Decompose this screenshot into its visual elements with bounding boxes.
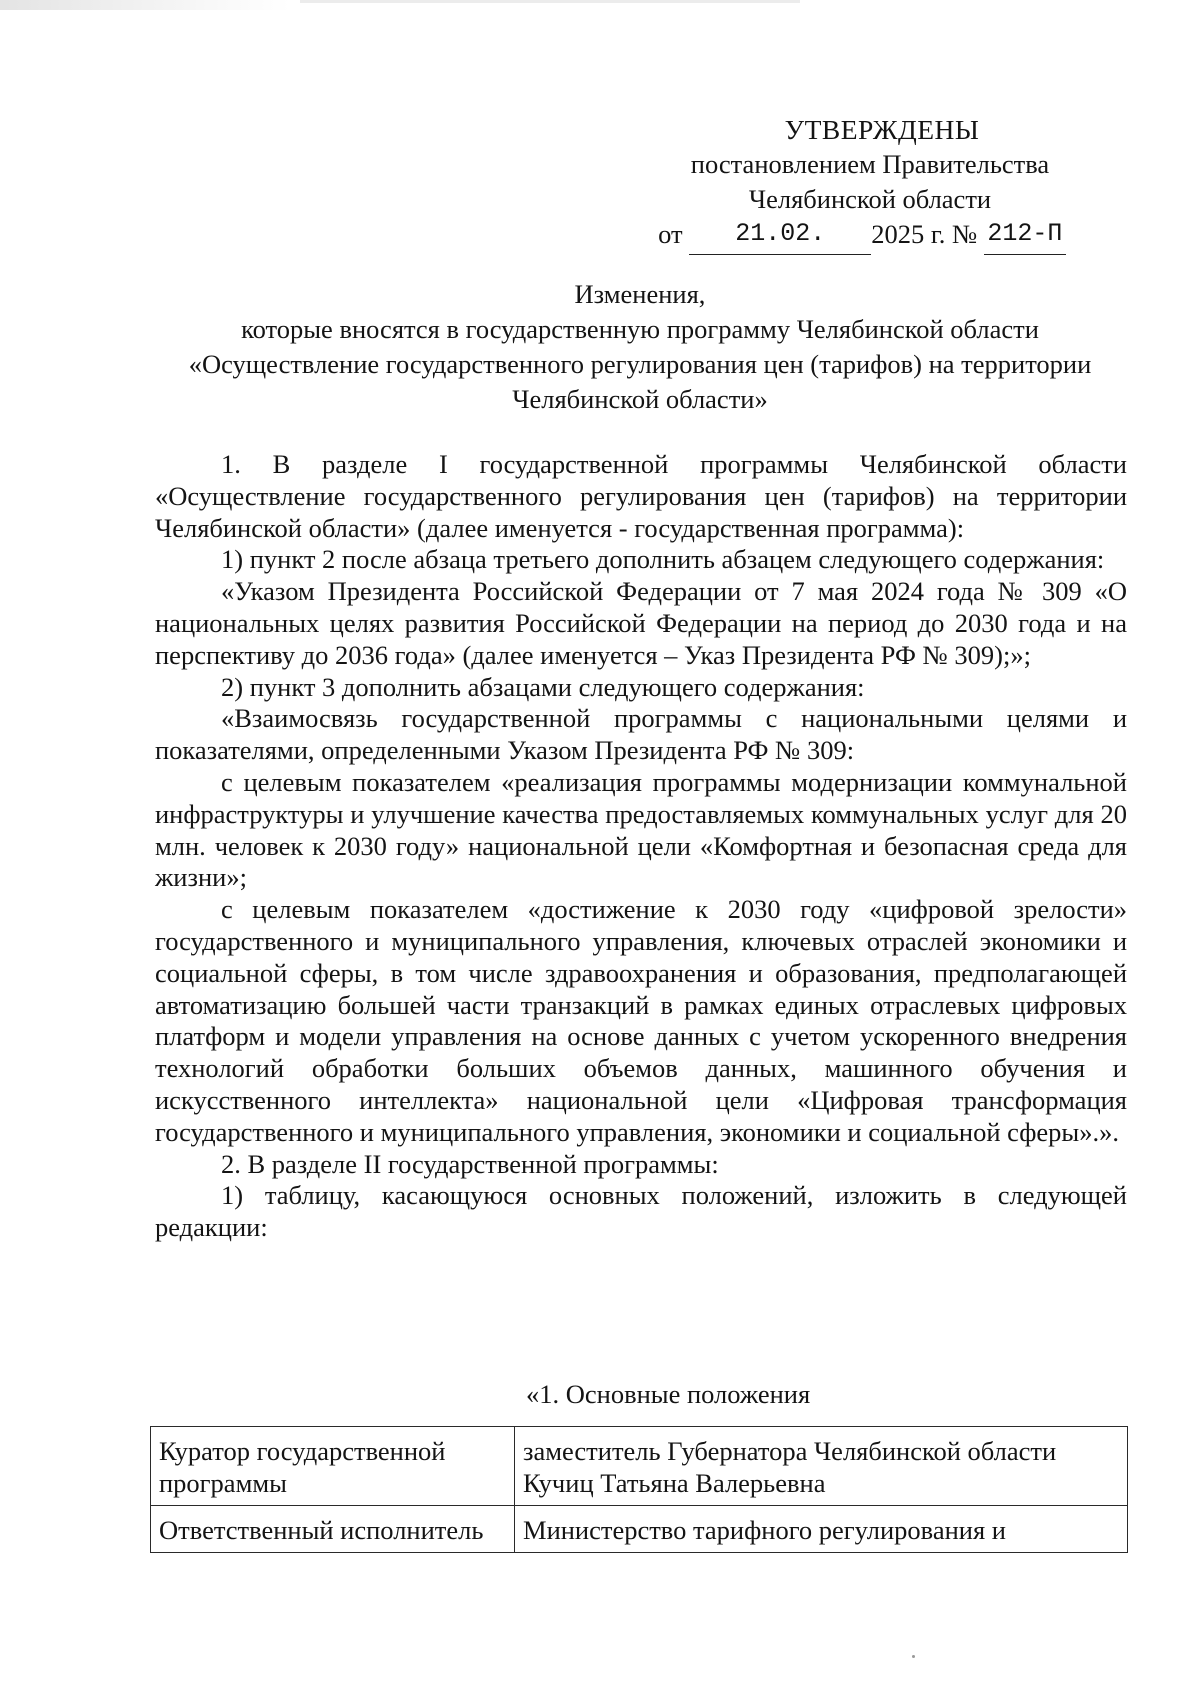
document-body [155, 449, 1127, 1244]
paragraph-6: с целевым показателем «реализация программы модернизации коммунальной инфраструктуры и улучшение качества предоставляемых коммунальных услуг для 20 млн. человек к 2030 году» национальной цели «Комфортная и безопасная среда для жизни»; [155, 766, 1127, 893]
approval-date-line [604, 217, 1120, 255]
title-line-3: «Осуществление государственного регулирования цен (тарифов) на территории [188, 349, 1092, 379]
title-line-4: Челябинской области» [512, 384, 768, 414]
approval-heading: УТВЕРЖДЕНЫ [784, 114, 980, 145]
approval-stamp [620, 112, 1120, 255]
main-provisions-table [150, 1426, 1128, 1553]
approval-line-1: постановлением Правительства [690, 149, 1050, 179]
paragraph-1: 1. В разделе I государственной программы Челябинской области «Осуществление государственного регулирования цен (тарифов) на территории Челябинской области» (далее именуется - государственная программа): [155, 449, 1127, 543]
date-field [689, 217, 871, 255]
number-field [984, 217, 1066, 255]
title-line-2: которые вносятся в государственную программу Челябинской области [241, 314, 1039, 344]
paragraph-4: 2) пункт 3 дополнить абзацами следующего содержания: [221, 671, 865, 702]
section-title: «1. Основные положения [526, 1379, 811, 1409]
table-row [151, 1506, 1128, 1553]
paragraph-8: 2. В разделе II государственной программы: [221, 1148, 719, 1179]
table-row [151, 1427, 1128, 1506]
number-value: 212-П [987, 219, 1063, 248]
title-line-1: Изменения, [574, 279, 706, 309]
date-value: 21.02. [735, 219, 826, 248]
table-cell-label: Ответственный исполнитель [151, 1506, 515, 1553]
scan-artifact [300, 0, 800, 3]
date-prefix: от [658, 219, 683, 249]
scan-artifact [912, 1655, 915, 1658]
document-title [150, 277, 1130, 417]
scan-artifact [0, 0, 290, 10]
paragraph-9: 1) таблицу, касающуюся основных положений, изложить в следующей редакции: [155, 1180, 1127, 1243]
paragraph-2: 1) пункт 2 после абзаца третьего дополнить абзацем следующего содержания: [221, 544, 1105, 575]
paragraph-7: с целевым показателем «достижение к 2030 году «цифровой зрелости» государственного и муниципального управления, ключевых отраслей экономики и социальной сферы, в том числе здравоохранения и образования, предполагающей автоматизацию большей части транзакций в рамках единых отраслевых цифровых платформ и модели управления на основе данных с учетом ускоренного внедрения технологий обработки больших объемов данных, машинного обучения и искусственного интеллекта» национальной цели «Цифровая трансформация государственного и муниципального управления, экономики и социальной сферы».». [155, 894, 1127, 1147]
table-cell-value: Министерство тарифного регулирования и [515, 1506, 1128, 1553]
paragraph-5: «Взаимосвязь государственной программы с национальными целями и показателями, определенными Указом Президента РФ № 309: [155, 703, 1127, 766]
table-cell-value: заместитель Губернатора Челябинской области Кучиц Татьяна Валерьевна [515, 1427, 1128, 1506]
table-cell-label: Куратор государственной программы [151, 1427, 515, 1506]
paragraph-3: «Указом Президента Российской Федерации от 7 мая 2024 года № 309 «О национальных целях развития Российской Федерации на период до 2030 года и на перспективу до 2036 года» (далее именуется – Указ Президента РФ № 309);»; [155, 576, 1127, 670]
year-label: 2025 г. № [871, 219, 978, 249]
approval-line-2: Челябинской области [748, 184, 992, 214]
